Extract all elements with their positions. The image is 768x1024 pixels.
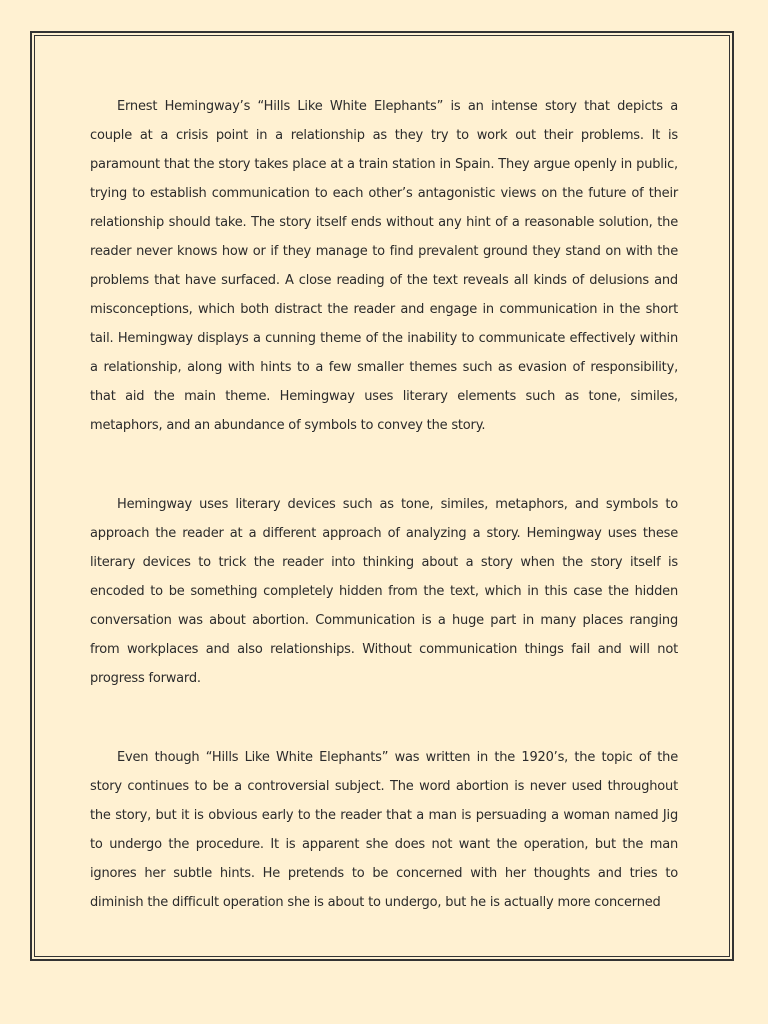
paragraph-1: Ernest Hemingway’s “Hills Like White Elephants” is an intense story that depicts a couple at a crisis point in a relationship as they try to work out their problems. It is paramount that the story takes place at a train station in Spain. They argue openly in public, trying to establish communication to each other’s antagonistic views on the future of their relationship should take. The story itself ends without any hint of a reasonable solution, the reader never knows how or if they manage to find prevalent ground they stand on with the problems that have surfaced. A close reading of the text reveals all kinds of delusions and misconceptions, which both distract the reader and engage in communication in the short tail. Hemingway displays a cunning theme of the inability to communicate effectively within a relationship, along with hints to a few smaller themes such as evasion of responsibility, that aid the main theme. Hemingway uses literary elements such as tone, similes, metaphors, and an abundance of symbols to convey the story. xyxy=(90,99,678,433)
paragraph-2: Hemingway uses literary devices such as tone, similes, metaphors, and symbols to approach the reader at a different approach of analyzing a story. Hemingway uses these literary devices to trick the reader into thinking about a story when the story itself is encoded to be something completely hidden from the text, which in this case the hidden conversation was about abortion. Communication is a huge part in many places ranging from workplaces and also relationships. Without communication things fail and will not progress forward. xyxy=(90,497,678,686)
document-body xyxy=(90,92,678,967)
paragraph-3: Even though “Hills Like White Elephants” was written in the 1920’s, the topic of the story continues to be a controversial subject. The word abortion is never used throughout the story, but it is obvious early to the reader that a man is persuading a woman named Jig to undergo the procedure. It is apparent she does not want the operation, but the man ignores her subtle hints. He pretends to be concerned with her thoughts and tries to diminish the difficult operation she is about to undergo, but he is actually more concerned xyxy=(90,750,678,910)
